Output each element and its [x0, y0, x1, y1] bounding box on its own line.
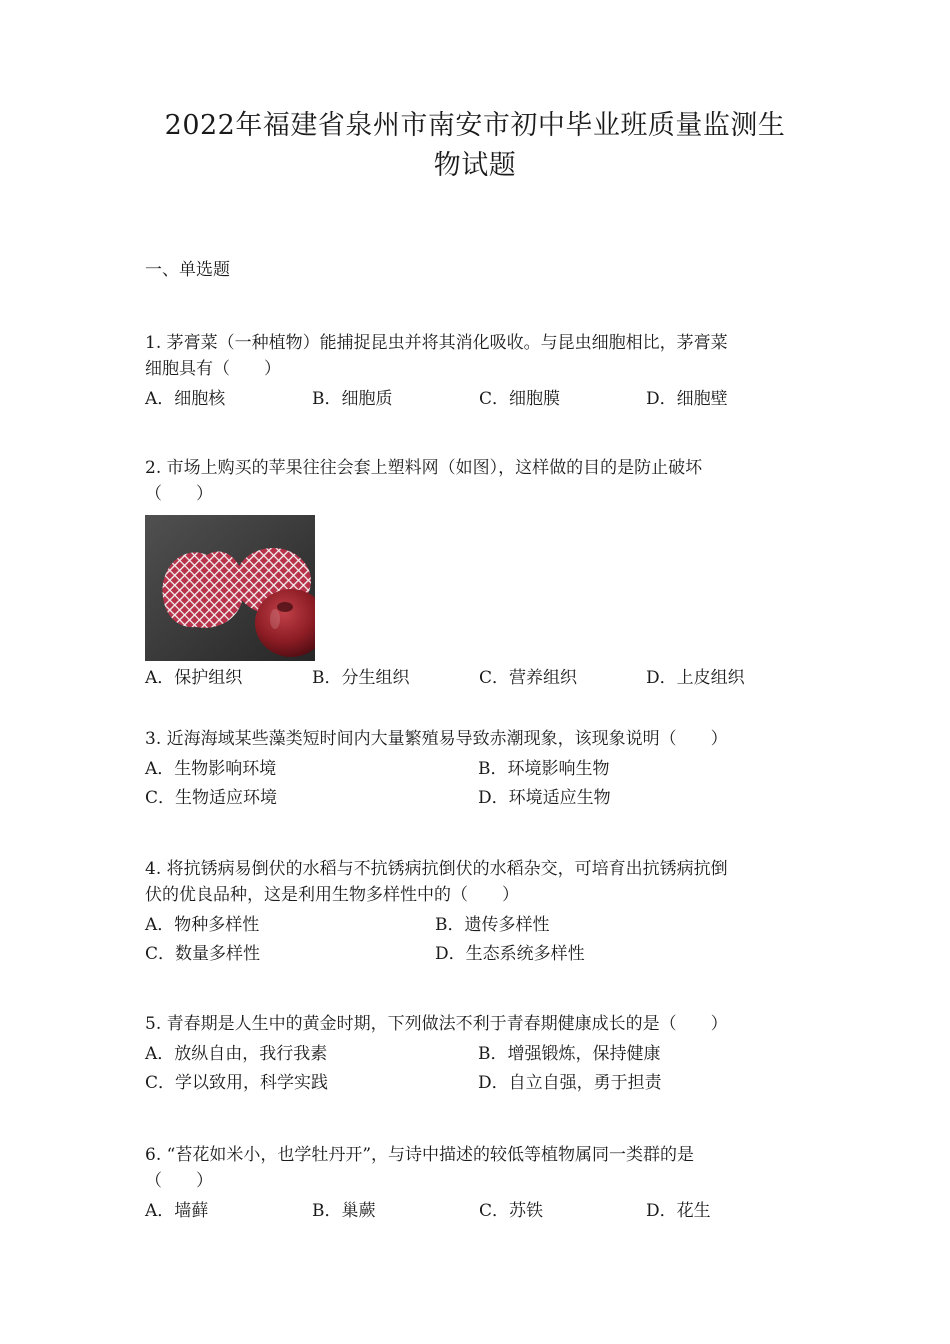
- question-1-stem-line-1: 1. 茅膏菜（一种植物）能捕捉昆虫并将其消化吸收。与昆虫细胞相比，茅膏菜: [145, 333, 728, 353]
- option-d[interactable]: D．生态系统多样性: [435, 944, 585, 964]
- question-5-options-row-2: [145, 1070, 815, 1096]
- question-4-stem-line-2: 伏的优良品种，这是利用生物多样性中的（ ）: [145, 885, 519, 905]
- question-3-stem-line-1: 3. 近海海域某些藻类短时间内大量繁殖易导致赤潮现象，该现象说明（ ）: [145, 729, 728, 749]
- question-6-stem-line-1: 6. “苔花如米小，也学牡丹开”，与诗中描述的较低等植物属同一类群的是: [145, 1145, 695, 1165]
- question-2-stem-line-2: （ ）: [145, 484, 213, 504]
- title-line-2: 物试题: [433, 150, 517, 181]
- option-b[interactable]: B．环境影响生物: [478, 759, 610, 779]
- apple-net-photo: [145, 515, 315, 661]
- question-5-options-row-1: [145, 1041, 815, 1067]
- option-c[interactable]: C．数量多样性: [145, 944, 261, 964]
- option-c[interactable]: C．生物适应环境: [145, 788, 278, 808]
- option-b[interactable]: B．细胞质: [312, 389, 393, 409]
- option-d[interactable]: D．细胞壁: [646, 389, 728, 409]
- question-2-stem-line-1: 2. 市场上购买的苹果往往会套上塑料网（如图），这样做的目的是防止破坏: [145, 458, 703, 478]
- question-4: [145, 856, 815, 967]
- option-a[interactable]: A．放纵自由，我行我素: [145, 1044, 328, 1064]
- question-6-stem-line-2: （ ）: [145, 1171, 213, 1191]
- option-d[interactable]: D．上皮组织: [646, 668, 745, 688]
- option-b[interactable]: B．遗传多样性: [435, 915, 550, 935]
- option-b[interactable]: B．巢蕨: [312, 1201, 376, 1221]
- option-c[interactable]: C．营养组织: [479, 668, 578, 688]
- document-title: [120, 106, 830, 186]
- option-c[interactable]: C．苏铁: [479, 1201, 544, 1221]
- question-1-stem-line-2: 细胞具有（ ）: [145, 359, 281, 379]
- option-a[interactable]: A．物种多样性: [145, 915, 260, 935]
- option-a[interactable]: A．生物影响环境: [145, 759, 277, 779]
- question-6-options: [145, 1198, 815, 1224]
- title-line-1: 2022年福建省泉州市南安市初中毕业班质量监测生: [164, 110, 786, 141]
- option-c[interactable]: C．细胞膜: [479, 389, 561, 409]
- question-3-options-row-2: [145, 785, 815, 811]
- question-2-options: [145, 665, 815, 691]
- option-b[interactable]: B．增强锻炼，保持健康: [478, 1044, 661, 1064]
- question-5: [145, 1011, 815, 1096]
- question-5-stem-line-1: 5. 青春期是人生中的黄金时期，下列做法不利于青春期健康成长的是（ ）: [145, 1014, 728, 1034]
- option-a[interactable]: A．墙藓: [145, 1201, 209, 1221]
- question-3-options-row-1: [145, 756, 815, 782]
- question-4-options-row-1: [145, 912, 815, 938]
- question-3: [145, 726, 815, 811]
- option-b[interactable]: B．分生组织: [312, 668, 410, 688]
- option-a[interactable]: A．细胞核: [145, 389, 226, 409]
- option-d[interactable]: D．自立自强，勇于担责: [478, 1073, 662, 1093]
- question-4-stem-line-1: 4. 将抗锈病易倒伏的水稻与不抗锈病抗倒伏的水稻杂交，可培育出抗锈病抗倒: [145, 859, 728, 879]
- section-heading: 一、单选题: [145, 260, 230, 280]
- question-1: [145, 330, 815, 412]
- option-c[interactable]: C．学以致用，科学实践: [145, 1073, 329, 1093]
- option-d[interactable]: D．花生: [646, 1201, 711, 1221]
- option-d[interactable]: D．环境适应生物: [478, 788, 611, 808]
- question-6: [145, 1142, 815, 1224]
- option-a[interactable]: A．保护组织: [145, 668, 243, 688]
- question-2: [145, 455, 815, 691]
- question-1-options: [145, 386, 815, 412]
- question-4-options-row-2: [145, 941, 815, 967]
